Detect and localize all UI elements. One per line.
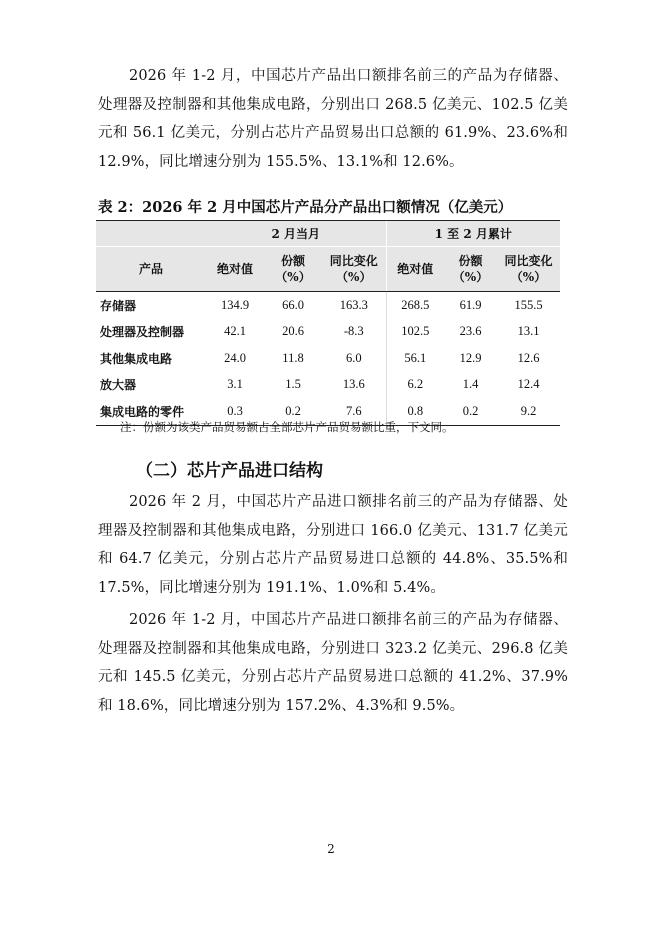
row-product-name: 集成电路的零件 xyxy=(96,398,206,425)
col-header-yoy-cumulative-unit: （%） xyxy=(510,270,547,284)
cell-share-cumulative: 23.6 xyxy=(459,324,482,339)
cell-share-month: 20.6 xyxy=(282,324,304,339)
section-heading: （二）芯片产品进口结构 xyxy=(136,461,323,481)
export-summary-paragraph: 2026 年 1-2 月，中国芯片产品出口额排名前三的产品为存储器、处理器及控制器和其他集成电路，分别出口 268.5 亿美元、102.5 亿美元和 56.1 亿美元，分别占芯片产品贸易出口总额的 61.9%、23.6%和 12.9%，同比增速分别为 155.5%、13.1%和 12.6%。 xyxy=(98,68,568,170)
col-header-yoy-cumulative-label: 同比变化 xyxy=(504,254,553,268)
col-header-share-month-label: 份额 xyxy=(280,254,305,268)
cell-abs-month: 3.1 xyxy=(227,377,243,392)
cell-yoy-month: 163.3 xyxy=(339,297,368,312)
cell-abs-month: 134.9 xyxy=(220,297,250,312)
table-row xyxy=(96,292,560,319)
col-header-share-cumulative-unit: （%） xyxy=(452,270,489,284)
col-header-product: 产品 xyxy=(96,247,206,292)
col-header-share-cumulative xyxy=(444,247,497,292)
cell-yoy-cumulative: 12.4 xyxy=(517,377,540,392)
group-header-cumulative: 1 至 2 月累计 xyxy=(386,221,560,247)
cell-yoy-month: -8.3 xyxy=(343,324,364,339)
cell-yoy-month: 6.0 xyxy=(345,350,362,365)
col-header-abs-month: 绝对值 xyxy=(206,247,264,292)
cell-abs-cumulative: 268.5 xyxy=(386,292,444,319)
col-header-share-month xyxy=(264,247,322,292)
cell-abs-cumulative: 102.5 xyxy=(386,319,444,346)
import-cumulative-paragraph: 2026 年 1-2 月，中国芯片产品进口额排名前三的产品为存储器、处理器及控制器和其他集成电路，分别进口 323.2 亿美元、296.8 亿美元和 145.5 亿美元，分别占芯片产品贸易进口总额的 41.2%、37.9%和 18.6%，同比增速分别为 157.2%、4.3%和 9.5%。 xyxy=(98,612,568,714)
cell-abs-month: 0.3 xyxy=(206,398,264,425)
page-number: 2 xyxy=(327,842,335,856)
cell-share-month: 0.2 xyxy=(264,398,322,425)
row-product-name: 存储器 xyxy=(100,298,137,313)
table-column-header-row xyxy=(96,247,560,292)
table-row xyxy=(96,345,560,372)
col-header-yoy-cumulative xyxy=(497,247,560,292)
table-group-header-row xyxy=(96,221,560,247)
cell-yoy-cumulative: 13.1 xyxy=(517,324,540,339)
col-header-yoy-month xyxy=(322,247,386,292)
cell-share-month: 66.0 xyxy=(282,297,304,312)
cell-share-cumulative: 12.9 xyxy=(459,350,482,365)
export-table xyxy=(96,220,560,426)
row-product-name: 放大器 xyxy=(100,378,137,393)
group-header-month: 2 月当月 xyxy=(206,221,386,247)
col-header-yoy-month-unit: （%） xyxy=(336,270,372,284)
cell-yoy-month: 13.6 xyxy=(342,377,365,392)
cell-abs-month: 24.0 xyxy=(224,350,246,365)
row-product-name: 处理器及控制器 xyxy=(100,325,185,340)
import-month-paragraph: 2026 年 2 月，中国芯片产品进口额排名前三的产品为存储器、处理器及控制器和其他集成电路，分别进口 166.0 亿美元、131.7 亿美元和 64.7 亿美元，分别占芯片产品贸易进口总额的 44.8%、35.5%和 17.5%，同比增速分别为 191.1%、1.0%和 5.4%。 xyxy=(98,494,568,596)
cell-share-month: 11.8 xyxy=(282,350,304,365)
cell-share-cumulative: 0.2 xyxy=(444,398,497,425)
cell-abs-cumulative: 56.1 xyxy=(386,345,444,372)
cell-yoy-cumulative: 155.5 xyxy=(514,297,543,312)
cell-share-month: 1.5 xyxy=(285,377,301,392)
table-row xyxy=(96,372,560,399)
header-empty-cell xyxy=(96,221,206,247)
table-row xyxy=(96,319,560,346)
row-product-name: 其他集成电路 xyxy=(100,351,173,366)
cell-yoy-cumulative: 9.2 xyxy=(497,398,560,425)
col-header-share-cumulative-label: 份额 xyxy=(458,254,483,268)
table-note: 注：份额为该类产品贸易额占全部芯片产品贸易额比重，下文同。 xyxy=(120,420,454,434)
cell-abs-month: 42.1 xyxy=(224,324,246,339)
cell-abs-cumulative: 0.8 xyxy=(386,398,444,425)
cell-share-cumulative: 1.4 xyxy=(462,377,479,392)
cell-share-cumulative: 61.9 xyxy=(459,297,482,312)
cell-yoy-cumulative: 12.6 xyxy=(517,350,540,365)
col-header-abs-cumulative: 绝对值 xyxy=(386,247,444,292)
table-caption: 表 2：2026 年 2 月中国芯片产品分产品出口额情况（亿美元） xyxy=(98,199,513,216)
col-header-share-month-unit: （%） xyxy=(275,270,311,284)
cell-yoy-month: 7.6 xyxy=(322,398,386,425)
col-header-yoy-month-label: 同比变化 xyxy=(329,254,378,268)
cell-abs-cumulative: 6.2 xyxy=(386,372,444,399)
